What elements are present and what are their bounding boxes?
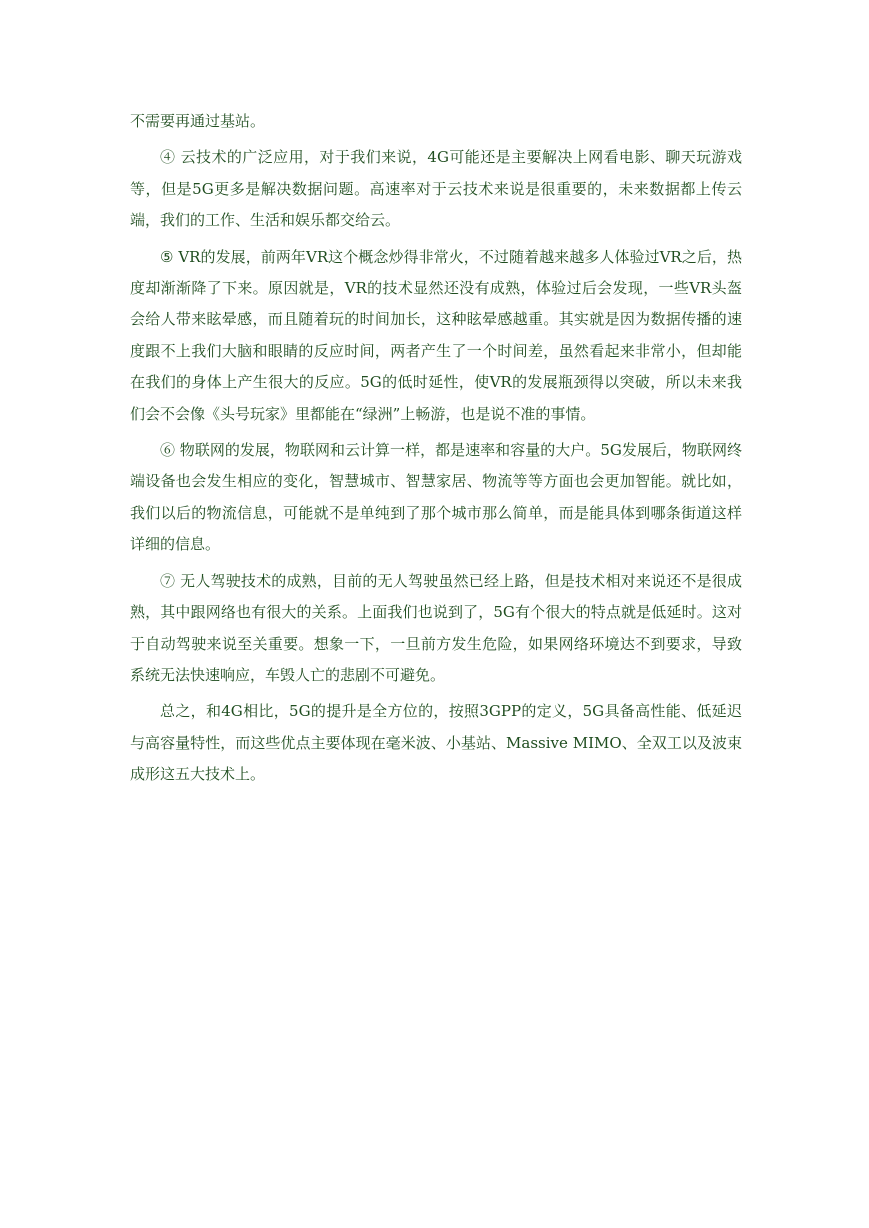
document-body <box>130 106 742 796</box>
paragraph-autonomous-driving: ⑦ 无人驾驶技术的成熟，目前的无人驾驶虽然已经上路，但是技术相对来说还不是很成熟，其中跟网络也有很大的关系。上面我们也说到了，5G有个很大的特点就是低延时。这对于自动驾驶来说至关重要。想象一下，一旦前方发生危险，如果网络环境达不到要求，导致系统无法快速响应，车毁人亡的悲剧不可避免。 <box>130 571 742 684</box>
paragraph-summary: 总之，和4G相比，5G的提升是全方位的，按照3GPP的定义，5G具备高性能、低延迟与高容量特性，而这些优点主要体现在毫米波、小基站、Massive MIMO、全双工以及波束成形这五大技术上。 <box>130 702 742 784</box>
paragraph-cloud-technology: ④ 云技术的广泛应用，对于我们来说，4G可能还是主要解决上网看电影、聊天玩游戏等，但是5G更多是解决数据问题。高速率对于云技术来说是很重要的，未来数据都上传云端，我们的工作、生活和娱乐都交给云。 <box>130 148 742 230</box>
paragraph-continuation: 不需要再通过基站。 <box>130 112 266 130</box>
paragraph-vr-development: ⑤ VR的发展，前两年VR这个概念炒得非常火，不过随着越来越多人体验过VR之后，热度却渐渐降了下来。原因就是，VR的技术显然还没有成熟，体验过后会发现，一些VR头盔会给人带来眩晕感，而且随着玩的时间加长，这种眩晕感越重。其实就是因为数据传播的速度跟不上我们大脑和眼睛的反应时间，两者产生了一个时间差，虽然看起来非常小，但却能在我们的身体上产生很大的反应。5G的低时延性，使VR的发展瓶颈得以突破，所以未来我们会不会像《头号玩家》里都能在“绿洲”上畅游，也是说不准的事情。 <box>130 247 742 423</box>
paragraph-iot-development: ⑥ 物联网的发展，物联网和云计算一样，都是速率和容量的大户。5G发展后，物联网终端设备也会发生相应的变化，智慧城市、智慧家居、物流等等方面也会更加智能。就比如，我们以后的物流信息，可能就不是单纯到了那个城市那么简单，而是能具体到哪条街道这样详细的信息。 <box>130 441 742 554</box>
